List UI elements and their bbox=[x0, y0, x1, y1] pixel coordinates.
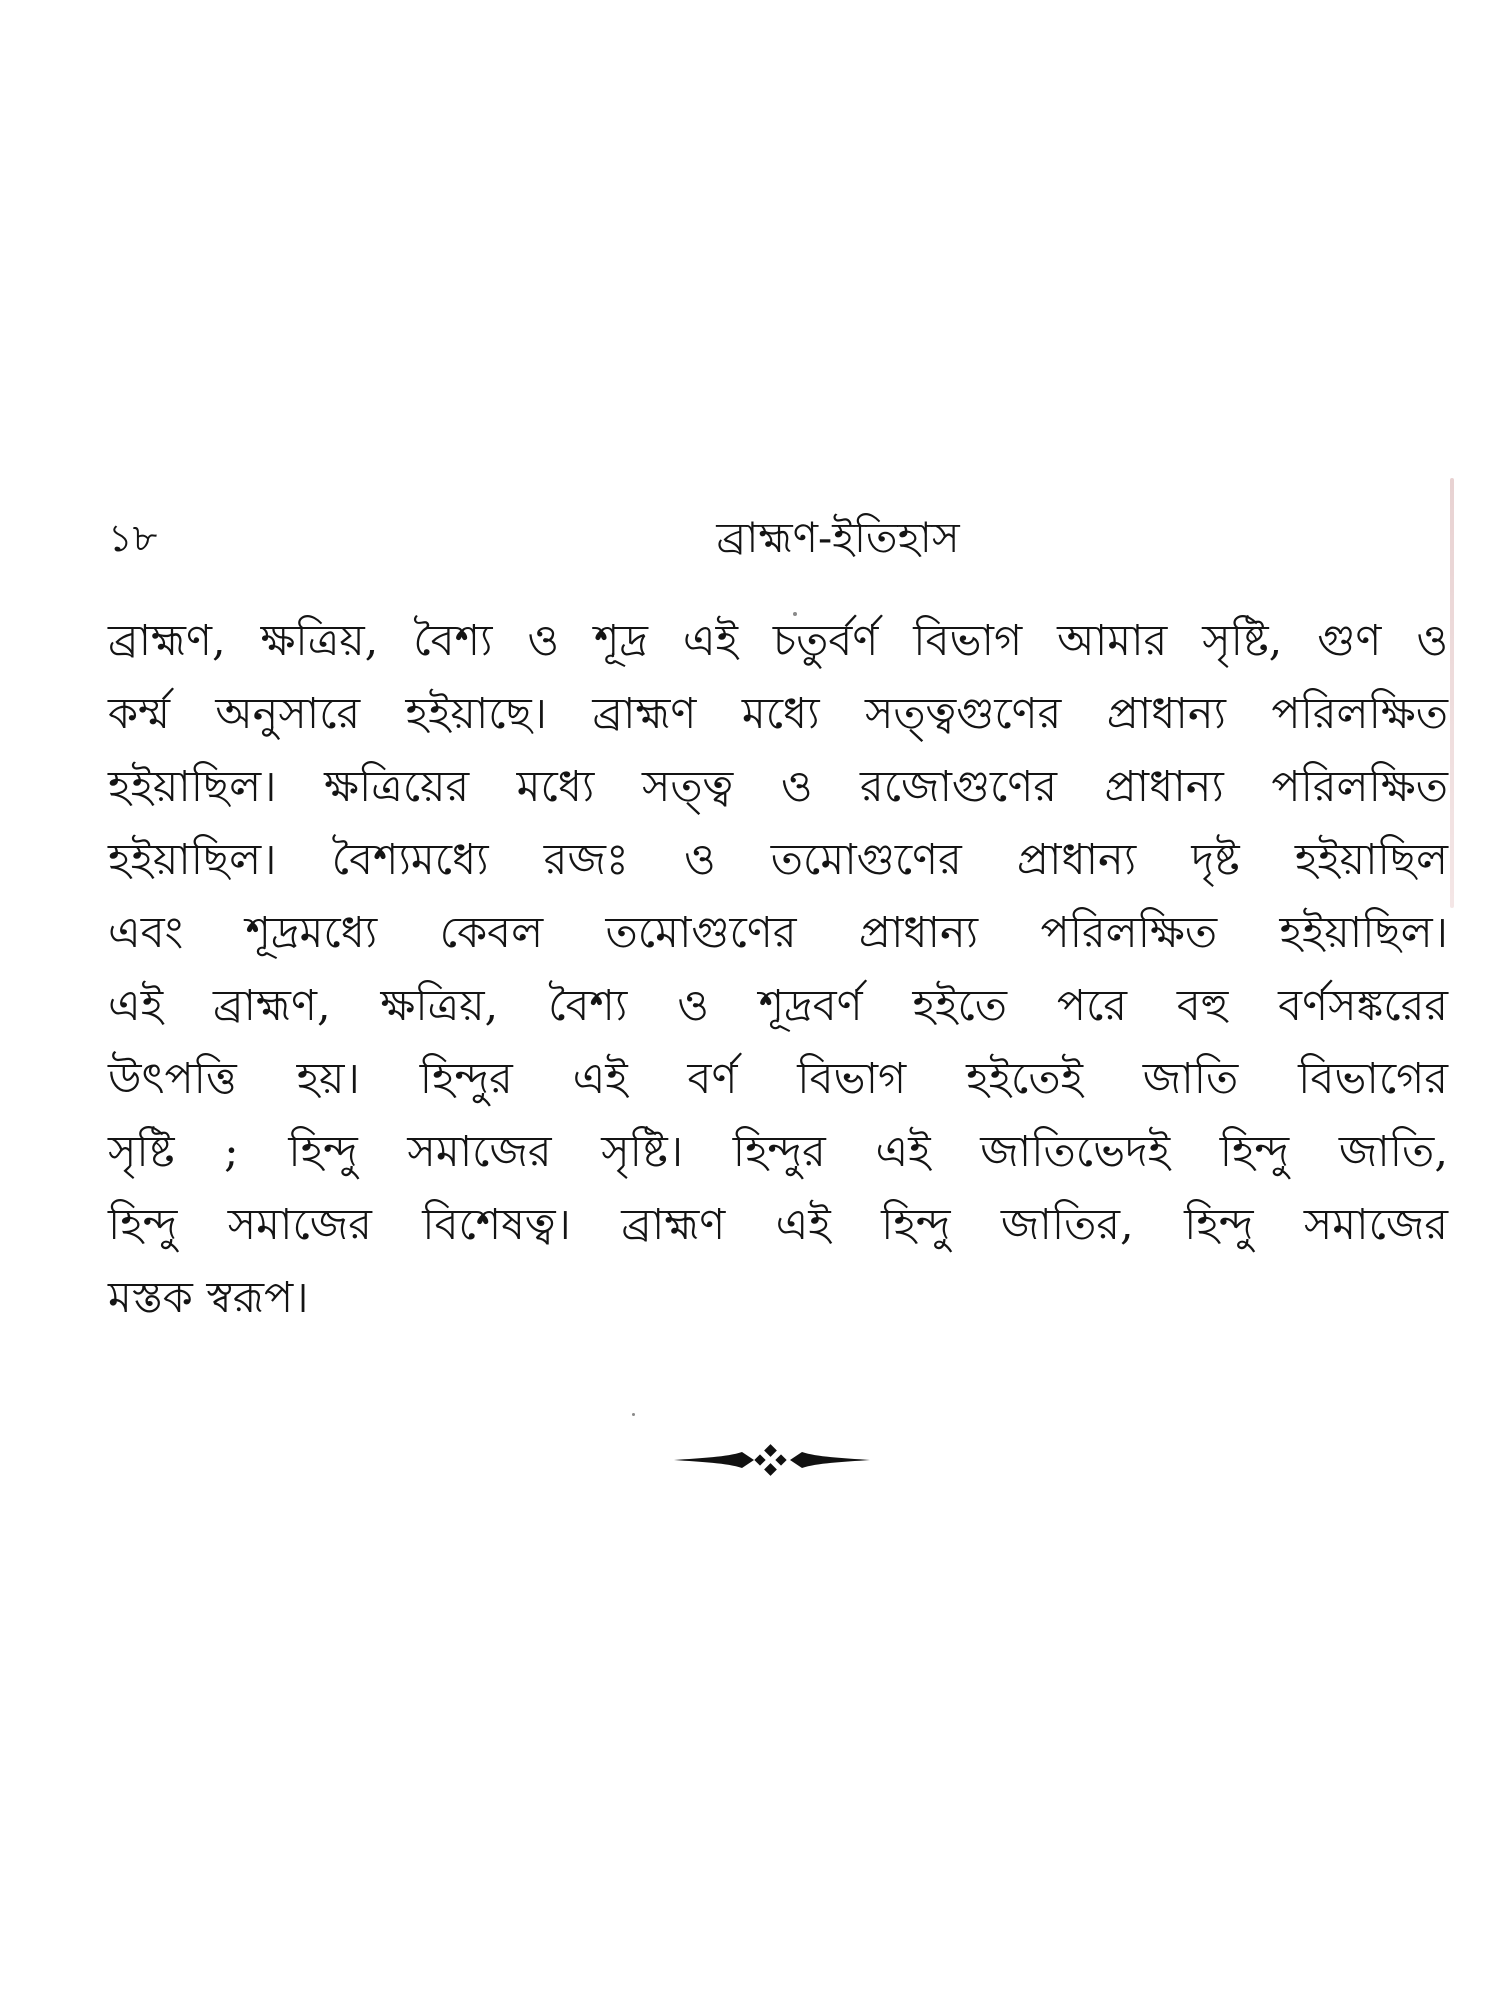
print-speck bbox=[632, 1413, 635, 1416]
text-line: মস্তক স্বরূপ। bbox=[108, 1273, 309, 1323]
text-line: হইয়াছিল। ক্ষত্রিয়ের মধ্যে সত্ত্ব ও রজোগুণের প্রাধান্য পরিলক্ষিত bbox=[108, 762, 1448, 812]
running-title: ব্রাহ্মণ-ইতিহাস bbox=[716, 513, 960, 562]
text-line: ব্রাহ্মণ, ক্ষত্রিয়, বৈশ্য ও শূদ্র এই চতুর্বর্ণ বিভাগ আমার সৃষ্টি, গুণ ও bbox=[108, 616, 1448, 666]
page-header bbox=[108, 508, 1448, 568]
body-paragraph bbox=[108, 605, 1448, 1335]
section-end-ornament-icon bbox=[672, 1440, 872, 1480]
text-line: এবং শূদ্রমধ্যে কেবল তমোগুণের প্রাধান্য পরিলক্ষিত হইয়াছিল। bbox=[108, 908, 1448, 958]
text-line: হিন্দু সমাজের বিশেষত্ব। ব্রাহ্মণ এই হিন্দু জাতির, হিন্দু সমাজের bbox=[108, 1200, 1448, 1250]
text-line: হইয়াছিল। বৈশ্যমধ্যে রজঃ ও তমোগুণের প্রাধান্য দৃষ্ট হইয়াছিল bbox=[108, 835, 1448, 885]
page-edge-shadow bbox=[1450, 478, 1454, 908]
text-line: সৃষ্টি ; হিন্দু সমাজের সৃষ্টি। হিন্দুর এই জাতিভেদই হিন্দু জাতি, bbox=[108, 1127, 1448, 1177]
text-line: এই ব্রাহ্মণ, ক্ষত্রিয়, বৈশ্য ও শূদ্রবর্ণ হইতে পরে বহু বর্ণসঙ্করের bbox=[108, 981, 1448, 1031]
page-number: ১৮ bbox=[108, 516, 158, 560]
text-line: উৎপত্তি হয়। হিন্দুর এই বর্ণ বিভাগ হইতেই জাতি বিভাগের bbox=[108, 1054, 1448, 1104]
text-line: কর্ম্ম অনুসারে হইয়াছে। ব্রাহ্মণ মধ্যে সত্ত্বগুণের প্রাধান্য পরিলক্ষিত bbox=[108, 689, 1448, 739]
